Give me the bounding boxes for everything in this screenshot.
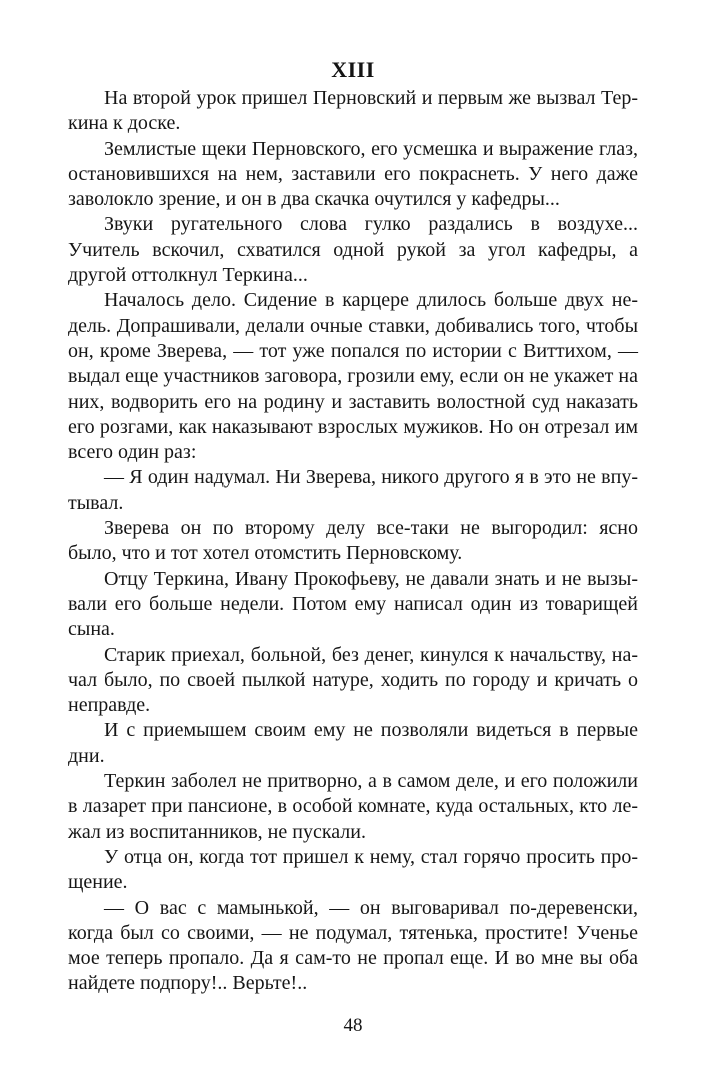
chapter-heading: XIII: [331, 57, 375, 82]
paragraph: Старик приехал, больной, без денег, кинулся к начальству, начал было, по своей пылкой натуре, ходить по городу и кричать о неправде.: [68, 643, 638, 717]
paragraph: Землистые щеки Перновского, его усмешка и выражение глаз, остановившихся на нем, заставили его покраснеть. У него даже заволокло зрение, и он в два скачка очутился у кафедры...: [68, 137, 638, 211]
text-block: [68, 57, 638, 997]
paragraph: — Я один надумал. Ни Зверева, никого другого я в это не впутывал.: [68, 466, 638, 514]
paragraph: На второй урок пришел Перновский и первым же вызвал Теркина к доске.: [68, 87, 638, 135]
page-number: 48: [343, 1015, 363, 1036]
paragraph: У отца он, когда тот пришел к нему, стал горячо просить прощение.: [68, 845, 638, 894]
paragraph: Звуки ругательного слова гулко раздались в воздухе... Учитель вскочил, схватился одной рукой за угол кафедры, а другой оттолкнул Теркина...: [68, 213, 638, 287]
paragraph: Началось дело. Сидение в карцере длилось больше двух недель. Допрашивали, делали очные ставки, добивались того, чтобы он, кроме Зверева, — тот уже попался по истории с Виттихом, — выдал еще участников заговора, грозили ему, если он не укажет на них, водворить его на родину и заставить волостной суд наказать его розгами, как наказывают взрослых мужиков. Но он отрезал им всего один раз:: [68, 289, 638, 464]
paragraph: Теркин заболел не притворно, а в самом деле, и его положили в лазарет при пансионе, в особой комнате, куда остальных, кто лежал из воспитанников, не пускали.: [68, 770, 638, 843]
paragraph: Зверева он по второму делу все-таки не выгородил: ясно было, что и тот хотел отомстить Перновскому.: [68, 517, 638, 565]
paragraph: И с приемышем своим ему не позволяли видеться в первые дни.: [68, 719, 638, 767]
paragraph: — О вас с мамынькой, — он выговаривал по-деревенски, когда был со своими, — не подумал, тятенька, простите! Ученье мое теперь пропало. Да я сам-то не пропал еще. И во мне вы оба найдете подпору!.. Верьте!..: [68, 896, 638, 995]
paragraph: Отцу Теркина, Ивану Прокофьеву, не давали знать и не вызывали его больше недели. Потом ему написал один из товарищей сына.: [68, 567, 638, 641]
